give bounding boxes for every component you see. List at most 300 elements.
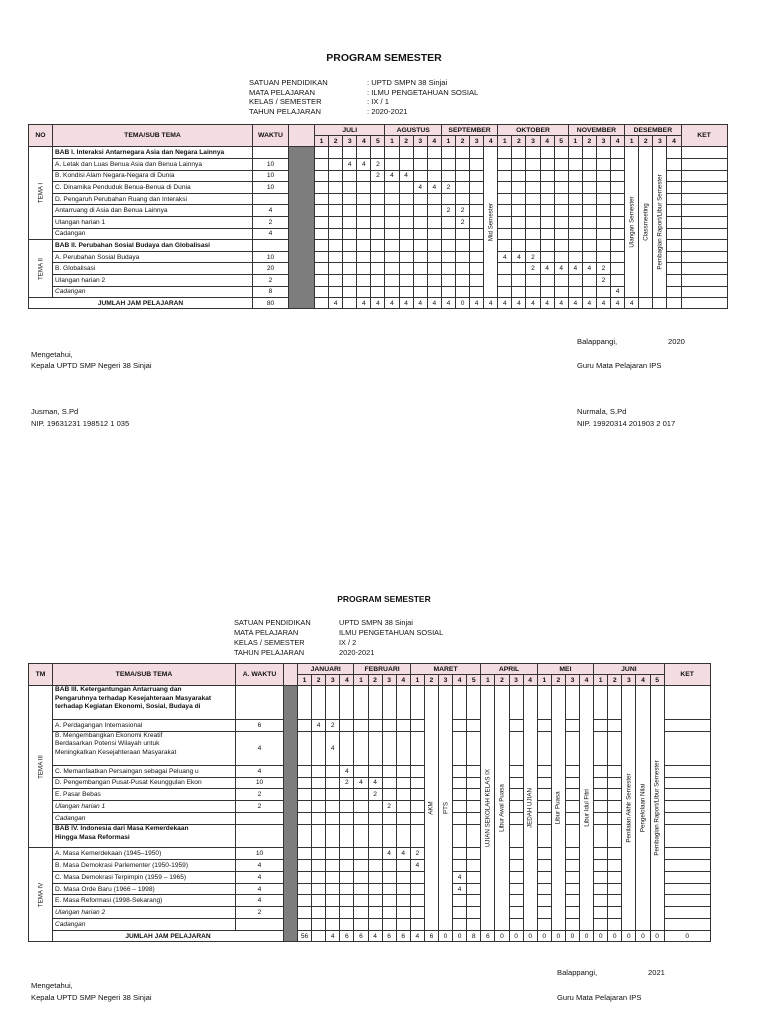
- meta-value: : IX / 1: [367, 97, 389, 107]
- week-cell: [565, 919, 579, 931]
- week-cell: [368, 825, 382, 848]
- row-label: B. Masa Demokrasi Parlementer (1950-1959): [53, 859, 236, 871]
- week-cell: [298, 777, 312, 789]
- week-cell: [357, 251, 371, 263]
- week-cell: [413, 170, 427, 182]
- week-cell: [354, 813, 368, 825]
- week-cell: [312, 686, 326, 720]
- week-cell: [396, 801, 410, 813]
- week-cell: [382, 907, 396, 919]
- ket-cell: [681, 251, 727, 263]
- week-cell: [509, 859, 523, 871]
- week-cell: [354, 883, 368, 895]
- week-cell: [441, 216, 455, 228]
- week-cell: [441, 274, 455, 286]
- week-cell: [568, 170, 582, 182]
- total-cell: 0: [650, 931, 664, 942]
- note-text: UJIAN SEKOLAH KELAS IX: [484, 769, 492, 848]
- table-row: [29, 686, 711, 720]
- month-header: DESEMBER: [625, 125, 681, 136]
- week-cell: 2: [455, 216, 469, 228]
- week-cell: [455, 158, 469, 170]
- row-waktu: 4: [236, 731, 284, 765]
- row-label: E. Masa Reformasi (1998-Sekarang): [53, 895, 236, 907]
- header-ket: KET: [681, 125, 727, 147]
- week-cell: [298, 765, 312, 777]
- week-cell: [526, 286, 540, 298]
- week-number: 2: [495, 675, 509, 686]
- week-cell: [340, 883, 354, 895]
- week-cell: [413, 286, 427, 298]
- week-cell: [354, 731, 368, 765]
- semester-1-table: [28, 124, 728, 309]
- week-number: 2: [608, 675, 622, 686]
- table-row: [29, 801, 711, 813]
- week-cell: [315, 193, 329, 205]
- week-cell: [509, 731, 523, 765]
- table-row: [29, 765, 711, 777]
- week-cell: 4: [368, 777, 382, 789]
- total-cell: 0: [636, 931, 650, 942]
- header-row: [29, 664, 711, 675]
- week-cell: [467, 813, 481, 825]
- week-cell: [382, 859, 396, 871]
- week-number: 1: [498, 136, 512, 147]
- meta-row: [249, 107, 478, 117]
- row-label: Cadangan: [53, 286, 253, 298]
- week-cell: [368, 895, 382, 907]
- week-cell: [315, 158, 329, 170]
- week-cell: [568, 216, 582, 228]
- meta-value: UPTD SMPN 38 Sinjai: [339, 618, 413, 627]
- week-cell: [315, 240, 329, 252]
- week-cell: [498, 263, 512, 275]
- week-cell: 2: [371, 158, 385, 170]
- week-cell: [470, 240, 484, 252]
- week-cell: [357, 274, 371, 286]
- week-cell: [512, 147, 526, 159]
- week-cell: [396, 777, 410, 789]
- week-cell: [509, 765, 523, 777]
- week-cell: [410, 871, 424, 883]
- week-cell: [565, 765, 579, 777]
- week-number: 4: [484, 136, 498, 147]
- week-cell: [340, 720, 354, 732]
- week-cell: [554, 158, 568, 170]
- header-waktu: WAKTU: [253, 125, 289, 147]
- row-waktu: 10: [253, 170, 289, 182]
- total-cell: [653, 298, 667, 309]
- row-label: B. Globalisasi: [53, 263, 253, 275]
- week-cell: [340, 871, 354, 883]
- week-cell: [329, 286, 343, 298]
- week-cell: [512, 228, 526, 240]
- total-cell: [343, 298, 357, 309]
- week-cell: [537, 847, 551, 859]
- total-cell: 4: [526, 298, 540, 309]
- table-row: [29, 228, 728, 240]
- week-cell: [410, 813, 424, 825]
- week-cell: [594, 859, 608, 871]
- note-column: [484, 147, 498, 298]
- meta-row: [249, 97, 478, 107]
- week-cell: [340, 859, 354, 871]
- week-cell: [354, 871, 368, 883]
- total-cell: 0: [608, 931, 622, 942]
- meta-value: : 2020-2021: [367, 106, 408, 116]
- header-tema: TEMA/SUB TEMA: [53, 664, 236, 686]
- tema-group-label: TEMA I: [37, 183, 44, 204]
- week-cell: 2: [326, 720, 340, 732]
- week-cell: [298, 919, 312, 931]
- week-cell: [399, 182, 413, 194]
- week-cell: [611, 228, 625, 240]
- week-cell: [537, 765, 551, 777]
- week-cell: [368, 686, 382, 720]
- note-column: [495, 686, 509, 931]
- ket-cell: [664, 801, 710, 813]
- week-number: 4: [667, 136, 681, 147]
- week-number: 4: [396, 675, 410, 686]
- total-cell: 4: [568, 298, 582, 309]
- week-number: 2: [639, 136, 653, 147]
- week-cell: 4: [312, 720, 326, 732]
- row-waktu: [236, 686, 284, 720]
- semester-2-meta: [234, 618, 443, 658]
- week-cell: 4: [399, 170, 413, 182]
- week-cell: [611, 147, 625, 159]
- row-label: C. Masa Demokrasi Terpimpin (1959 – 1965): [53, 871, 236, 883]
- row-label: C. Dinamika Penduduk Benua-Benua di Dunia: [53, 182, 253, 194]
- header-waktu: A. WAKTU: [236, 664, 284, 686]
- week-cell: [441, 251, 455, 263]
- table-row: [29, 205, 728, 217]
- week-cell: [413, 263, 427, 275]
- row-waktu: [253, 193, 289, 205]
- week-cell: [582, 193, 596, 205]
- week-number: 4: [340, 675, 354, 686]
- week-cell: [340, 686, 354, 720]
- week-cell: [582, 147, 596, 159]
- week-cell: [343, 170, 357, 182]
- week-cell: [354, 720, 368, 732]
- week-cell: [413, 216, 427, 228]
- week-cell: [453, 686, 467, 720]
- note-column: [523, 686, 537, 931]
- row-waktu: 20: [253, 263, 289, 275]
- week-cell: [382, 871, 396, 883]
- semester-1-meta: [249, 78, 478, 116]
- week-cell: [611, 205, 625, 217]
- week-cell: [582, 228, 596, 240]
- week-cell: [326, 919, 340, 931]
- week-cell: [427, 263, 441, 275]
- week-number: 2: [368, 675, 382, 686]
- row-waktu: 4: [236, 859, 284, 871]
- week-cell: [554, 240, 568, 252]
- row-label: C. Memanfaatkan Persaingan sebagai Peluang u: [53, 765, 236, 777]
- meta-value: IX / 2: [339, 638, 357, 647]
- week-cell: [340, 919, 354, 931]
- week-cell: [526, 274, 540, 286]
- week-number: 3: [526, 136, 540, 147]
- week-cell: [608, 825, 622, 848]
- week-cell: [608, 859, 622, 871]
- week-cell: [385, 216, 399, 228]
- week-cell: [467, 919, 481, 931]
- week-cell: [357, 170, 371, 182]
- week-cell: [329, 251, 343, 263]
- week-cell: [596, 216, 610, 228]
- week-cell: [368, 847, 382, 859]
- week-cell: [467, 801, 481, 813]
- week-cell: [537, 720, 551, 732]
- table-row: [29, 170, 728, 182]
- tema-group: [29, 686, 53, 848]
- total-cell: 0: [664, 931, 710, 942]
- week-cell: [368, 871, 382, 883]
- week-cell: [441, 286, 455, 298]
- week-cell: [594, 686, 608, 720]
- ket-cell: [664, 859, 710, 871]
- header-ket: KET: [664, 664, 710, 686]
- week-cell: [343, 205, 357, 217]
- week-cell: [368, 859, 382, 871]
- total-cell: 0: [509, 931, 523, 942]
- week-cell: [509, 686, 523, 720]
- week-cell: [382, 731, 396, 765]
- week-cell: [554, 170, 568, 182]
- week-cell: [582, 205, 596, 217]
- row-waktu: [236, 813, 284, 825]
- table-row: [29, 871, 711, 883]
- week-number: 3: [382, 675, 396, 686]
- week-number: 4: [357, 136, 371, 147]
- week-cell: [368, 731, 382, 765]
- week-cell: [312, 765, 326, 777]
- week-cell: [399, 216, 413, 228]
- ket-cell: [681, 193, 727, 205]
- gray-column: [284, 686, 298, 942]
- week-cell: [410, 777, 424, 789]
- total-cell: 4: [512, 298, 526, 309]
- table-row: [29, 193, 728, 205]
- week-cell: [382, 919, 396, 931]
- week-number: 1: [537, 675, 551, 686]
- row-label: A. Perdagangan Internasional: [53, 720, 236, 732]
- week-cell: [441, 147, 455, 159]
- week-cell: [582, 251, 596, 263]
- week-cell: [568, 158, 582, 170]
- week-number: 1: [481, 675, 495, 686]
- table-row: [29, 789, 711, 801]
- table-row: [29, 147, 728, 159]
- week-cell: [413, 147, 427, 159]
- week-cell: [608, 801, 622, 813]
- week-cell: 2: [596, 274, 610, 286]
- table-row: [29, 286, 728, 298]
- note-text: Classmeeting: [642, 203, 650, 241]
- week-cell: [594, 895, 608, 907]
- week-cell: [608, 765, 622, 777]
- week-cell: [498, 170, 512, 182]
- note-text: Libur Awal Puasa: [498, 784, 506, 833]
- week-cell: [441, 240, 455, 252]
- week-cell: [467, 765, 481, 777]
- week-cell: [526, 228, 540, 240]
- tema-group-label: TEMA II: [37, 257, 44, 280]
- ket-cell: [681, 263, 727, 275]
- week-cell: [298, 801, 312, 813]
- week-cell: [396, 871, 410, 883]
- week-number: 2: [582, 136, 596, 147]
- row-waktu: 2: [236, 907, 284, 919]
- week-number: 2: [512, 136, 526, 147]
- month-header: MEI: [537, 664, 593, 675]
- week-number: 4: [453, 675, 467, 686]
- ket-cell: [664, 825, 710, 848]
- sign1-right-role: Guru Mata Pelajaran IPS: [577, 361, 662, 370]
- month-header: NOVEMBER: [568, 125, 624, 136]
- week-cell: 4: [382, 847, 396, 859]
- week-cell: [565, 895, 579, 907]
- total-cell: 0: [537, 931, 551, 942]
- week-cell: [399, 274, 413, 286]
- week-cell: [340, 825, 354, 848]
- week-cell: [470, 170, 484, 182]
- week-cell: [565, 883, 579, 895]
- row-label: BAB II. Perubahan Sosial Budaya dan Globalisasi: [53, 240, 253, 252]
- week-number: 2: [424, 675, 438, 686]
- week-cell: [568, 228, 582, 240]
- week-cell: [396, 825, 410, 848]
- week-number: 5: [554, 136, 568, 147]
- week-cell: [509, 907, 523, 919]
- week-cell: [582, 240, 596, 252]
- week-cell: [568, 193, 582, 205]
- week-cell: [455, 263, 469, 275]
- week-cell: 4: [498, 251, 512, 263]
- week-cell: [371, 251, 385, 263]
- week-cell: [611, 274, 625, 286]
- total-cell: 4: [625, 298, 639, 309]
- week-cell: [410, 686, 424, 720]
- row-waktu: 4: [253, 205, 289, 217]
- week-cell: [470, 216, 484, 228]
- week-cell: [371, 240, 385, 252]
- total-ket: [681, 298, 727, 309]
- sign2-year: 2021: [648, 968, 665, 977]
- week-cell: [568, 286, 582, 298]
- total-cell: 6: [481, 931, 495, 942]
- row-waktu: 6: [236, 720, 284, 732]
- week-cell: [413, 251, 427, 263]
- week-cell: [611, 193, 625, 205]
- table-row: [29, 813, 711, 825]
- week-cell: [329, 274, 343, 286]
- week-cell: 4: [340, 765, 354, 777]
- week-cell: [537, 777, 551, 789]
- week-number: 3: [565, 675, 579, 686]
- total-cell: [315, 298, 329, 309]
- week-cell: [315, 251, 329, 263]
- note-column: [625, 147, 639, 298]
- week-cell: [427, 216, 441, 228]
- week-cell: 4: [396, 847, 410, 859]
- week-cell: [354, 801, 368, 813]
- sign1-year: 2020: [668, 337, 685, 346]
- week-cell: [455, 182, 469, 194]
- week-cell: [413, 240, 427, 252]
- week-cell: [512, 263, 526, 275]
- total-cell: 0: [622, 931, 636, 942]
- week-cell: [427, 193, 441, 205]
- week-cell: [385, 193, 399, 205]
- header-row: [29, 125, 728, 136]
- row-label: E. Pasar Bebas: [53, 789, 236, 801]
- week-cell: 4: [326, 731, 340, 765]
- row-waktu: 2: [236, 801, 284, 813]
- week-cell: [526, 147, 540, 159]
- week-number: 4: [636, 675, 650, 686]
- note-column: [653, 147, 667, 298]
- week-cell: [329, 205, 343, 217]
- week-cell: [582, 182, 596, 194]
- ket-cell: [681, 286, 727, 298]
- week-cell: [399, 193, 413, 205]
- week-cell: [667, 205, 681, 217]
- week-cell: [537, 859, 551, 871]
- week-number: 2: [455, 136, 469, 147]
- week-cell: [537, 907, 551, 919]
- tema-group: [29, 147, 53, 240]
- week-cell: [582, 216, 596, 228]
- week-cell: [540, 228, 554, 240]
- week-cell: [568, 240, 582, 252]
- total-cell: 4: [410, 931, 424, 942]
- week-cell: [453, 801, 467, 813]
- ket-cell: [664, 777, 710, 789]
- week-cell: [382, 777, 396, 789]
- week-cell: [329, 263, 343, 275]
- row-waktu: [253, 240, 289, 252]
- month-header: APRIL: [481, 664, 537, 675]
- week-cell: [453, 825, 467, 848]
- week-cell: [594, 847, 608, 859]
- week-cell: [427, 158, 441, 170]
- row-label: A. Letak dan Luas Benua Asia dan Benua Lainnya: [53, 158, 253, 170]
- meta-value: ILMU PENGETAHUAN SOSIAL: [339, 628, 444, 637]
- week-cell: [498, 193, 512, 205]
- week-cell: [608, 871, 622, 883]
- week-cell: [540, 286, 554, 298]
- week-cell: [343, 286, 357, 298]
- week-cell: [371, 205, 385, 217]
- semester-1-title: PROGRAM SEMESTER: [326, 52, 442, 64]
- week-cell: [582, 158, 596, 170]
- week-cell: [298, 731, 312, 765]
- week-number: 1: [594, 675, 608, 686]
- week-cell: [298, 895, 312, 907]
- week-cell: [371, 182, 385, 194]
- ket-cell: [664, 883, 710, 895]
- week-cell: [667, 170, 681, 182]
- total-cell: 4: [596, 298, 610, 309]
- week-number: 3: [413, 136, 427, 147]
- week-number: 5: [650, 675, 664, 686]
- week-cell: [340, 801, 354, 813]
- note-text: Pengelolaan Nilai: [639, 784, 647, 833]
